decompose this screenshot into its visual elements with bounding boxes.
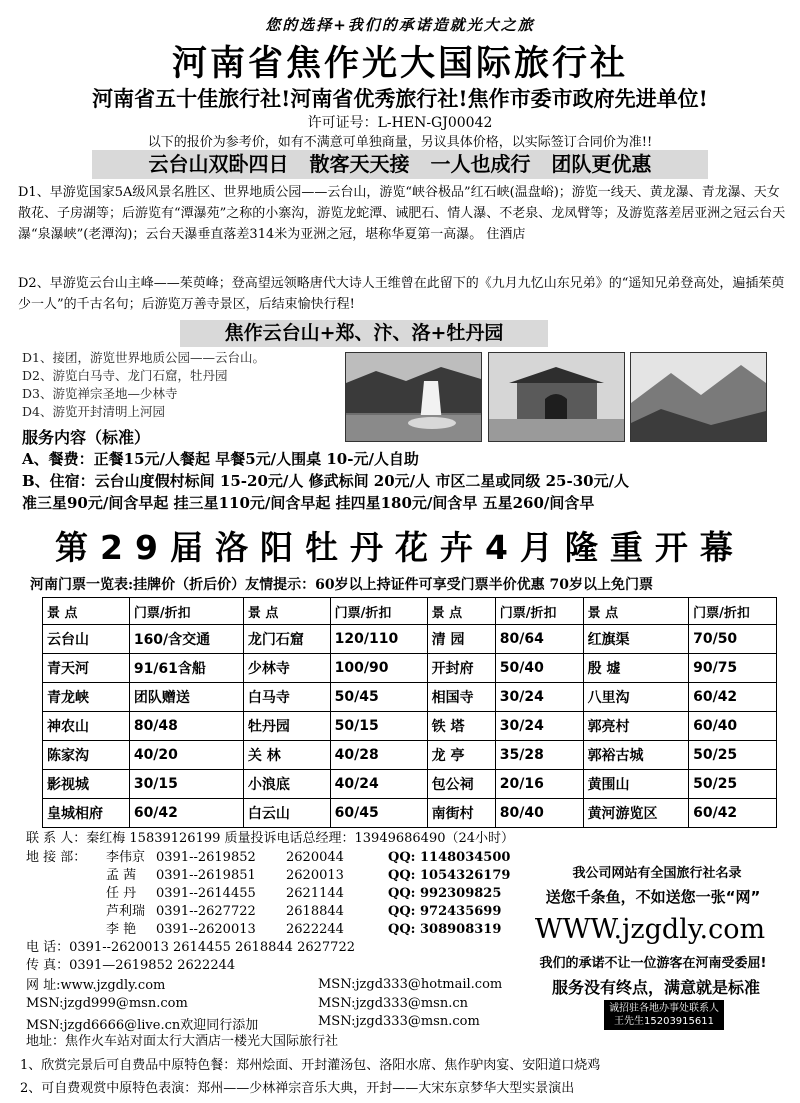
footer-food: 1、欣赏完景后可自费品中原特色餐：郑州烩面、开封灌汤包、洛阳水席、焦作驴肉宴、安阳道口烧鸡 xyxy=(20,1058,601,1073)
promise-line: 我们的承诺不让一位游客在河南受委屈! xyxy=(539,956,767,971)
ticket-spot: 神农山 xyxy=(43,712,130,741)
msn-4[interactable]: MSN:jzgd6666@live.cn欢迎同行添加 xyxy=(26,1018,259,1033)
ticket-price: 91/61含船 xyxy=(129,654,243,683)
ticket-price: 50/15 xyxy=(330,712,427,741)
price-note: 以下的报价为参考价，如有不满意可单独商量，另议具体价格，以实际签订合同价为准!! xyxy=(147,135,653,150)
waterfall-photo xyxy=(345,352,482,442)
receiver-ext: 2620044 xyxy=(286,850,344,865)
ticket-spot: 八里沟 xyxy=(583,683,689,712)
ticket-spot: 郭亮村 xyxy=(583,712,689,741)
ticket-spot: 关 林 xyxy=(243,741,330,770)
ticket-spot: 黄围山 xyxy=(583,770,689,799)
msn-5[interactable]: MSN:jzgd333@msn.com xyxy=(318,1014,480,1029)
ticket-price: 40/20 xyxy=(129,741,243,770)
tour2-day2: D2、游览白马寺、龙门石窟，牡丹园 xyxy=(22,368,228,383)
ticket-spot: 相国寺 xyxy=(427,683,495,712)
tickets-heading: 河南门票一览表:挂牌价（折后价）友情提示：60岁以上持证件可享受门票半价优惠 70岁以上免门票 xyxy=(30,577,654,593)
ticket-price: 60/40 xyxy=(689,712,777,741)
ticket-price: 60/42 xyxy=(129,799,243,828)
ticket-spot: 龙门石窟 xyxy=(243,625,330,654)
ticket-price: 团队赠送 xyxy=(129,683,243,712)
tour1-day2: D2、早游览云台山主峰——茱萸峰；登高望远领略唐代大诗人王维曾在此留下的《九月九忆山东兄弟》的“遥知兄弟登高处，遍插茱萸少一人”的千古名句；后游览万善寺景区，后结束愉快行程! xyxy=(18,276,785,312)
ticket-price: 100/90 xyxy=(330,654,427,683)
directory-note: 我公司网站有全国旅行社名录 xyxy=(572,866,742,881)
ticket-spot: 龙 亭 xyxy=(427,741,495,770)
festival-banner: 第29届洛阳牡丹花卉4月隆重开幕 xyxy=(55,528,745,567)
receiver-qq: QQ: 308908319 xyxy=(388,922,502,937)
receiver-tel: 0391--2614455 xyxy=(156,886,256,901)
ticket-price: 50/40 xyxy=(495,654,583,683)
receiver-tel: 0391--2619852 xyxy=(156,850,256,865)
ticket-spot: 红旗渠 xyxy=(583,625,689,654)
recruit-line-1: 诚招驻各地办事处联系人 xyxy=(609,1003,719,1014)
recruit-line-2: 王先生15203915611 xyxy=(614,1016,714,1027)
ticket-price: 35/28 xyxy=(495,741,583,770)
ticket-spot: 白云山 xyxy=(243,799,330,828)
agency-title: 河南省焦作光大国际旅行社 xyxy=(171,44,628,84)
website-url[interactable]: WWW.jzgdly.com xyxy=(534,914,766,945)
receivers-label: 地 接 部： xyxy=(26,850,87,865)
receiver-tel: 0391--2620013 xyxy=(156,922,256,937)
service-heading: 服务内容（标准） xyxy=(22,428,151,447)
receiver-ext: 2622244 xyxy=(286,922,344,937)
receiver-tel: 0391--2619851 xyxy=(156,868,256,883)
ticket-price: 120/110 xyxy=(330,625,427,654)
col-price: 门票/折扣 xyxy=(689,598,777,625)
ticket-price: 70/50 xyxy=(689,625,777,654)
ticket-price: 30/15 xyxy=(129,770,243,799)
receiver-ext: 2618844 xyxy=(286,904,344,919)
receiver-name: 芦利瑞 xyxy=(106,904,146,919)
col-price: 门票/折扣 xyxy=(129,598,243,625)
table-row xyxy=(43,625,777,654)
motto-line: 服务没有终点，满意就是标准 xyxy=(551,978,760,997)
ticket-spot: 小浪底 xyxy=(243,770,330,799)
ticket-header-row xyxy=(43,598,777,625)
table-row xyxy=(43,741,777,770)
ticket-price: 50/25 xyxy=(689,770,777,799)
ticket-price: 20/16 xyxy=(495,770,583,799)
ticket-price: 50/25 xyxy=(689,741,777,770)
ticket-price: 60/42 xyxy=(689,683,777,712)
col-price: 门票/折扣 xyxy=(495,598,583,625)
temple-gate-photo xyxy=(488,352,625,442)
ticket-spot: 陈家沟 xyxy=(43,741,130,770)
receiver-qq: QQ: 992309825 xyxy=(388,886,502,901)
slogan: 您的选择+我们的承诺造就光大之旅 xyxy=(265,16,535,34)
ticket-spot: 殷 墟 xyxy=(583,654,689,683)
receiver-name: 李 艳 xyxy=(106,922,137,937)
phone-line: 电 话：0391--2620013 2614455 2618844 2627722 xyxy=(26,940,355,955)
receiver-name: 孟 茜 xyxy=(106,868,137,883)
table-row xyxy=(43,683,777,712)
ticket-spot: 云台山 xyxy=(43,625,130,654)
net-slogan: 送您千条鱼，不如送您一张“网” xyxy=(545,888,761,906)
ticket-price: 90/75 xyxy=(689,654,777,683)
col-spot: 景 点 xyxy=(583,598,689,625)
mountain-photo xyxy=(630,352,767,442)
ticket-spot: 开封府 xyxy=(427,654,495,683)
receiver-name: 李伟京 xyxy=(106,850,146,865)
ticket-price: 40/28 xyxy=(330,741,427,770)
ticket-spot: 清 园 xyxy=(427,625,495,654)
table-row xyxy=(43,799,777,828)
table-row xyxy=(43,770,777,799)
tour1-day1: D1、早游览国家5A级风景名胜区、世界地质公园——云台山，游览“峡谷极品”红石峡(温盘峪)；游览一线天、黄龙瀑、青龙瀑、天女散花、子房湖等；后游览有“潭瀑苑”之称的小寨沟，游览龙蛇潭、诫肥石、情人瀑、不老泉、龙凤臂等；及游览落差居亚洲之冠云台天瀑“泉瀑峡”(老潭沟)；云台天瀑垂直落差314米为亚洲之冠，堪称华夏第一高瀑。 住酒店 xyxy=(18,185,786,242)
col-spot: 景 点 xyxy=(243,598,330,625)
fax-line: 传 真：0391—2619852 2622244 xyxy=(26,958,236,973)
receiver-qq: QQ: 1148034500 xyxy=(388,850,511,865)
honors-line: 河南省五十佳旅行社!河南省优秀旅行社!焦作市委市政府先进单位! xyxy=(92,86,708,111)
receiver-name: 任 丹 xyxy=(106,886,137,901)
ticket-price: 30/24 xyxy=(495,712,583,741)
ticket-price: 50/45 xyxy=(330,683,427,712)
tour2-banner: 焦作云台山+郑、汴、洛+牡丹园 xyxy=(180,320,548,347)
col-price: 门票/折扣 xyxy=(330,598,427,625)
receiver-ext: 2620013 xyxy=(286,868,344,883)
receiver-ext: 2621144 xyxy=(286,886,344,901)
ticket-spot: 牡丹园 xyxy=(243,712,330,741)
ticket-spot: 少林寺 xyxy=(243,654,330,683)
service-hotel-2: 准三星90元/间含早起 挂三星110元/间含早起 挂四星180元/间含早 五星260/间含早 xyxy=(22,494,595,512)
table-row xyxy=(43,712,777,741)
tour2-day3: D3、游览禅宗圣地—少林寺 xyxy=(22,386,178,401)
ticket-price: 80/64 xyxy=(495,625,583,654)
ticket-spot: 黄河游览区 xyxy=(583,799,689,828)
col-spot: 景 点 xyxy=(43,598,130,625)
license-number: 许可证号：L-HEN-GJ00042 xyxy=(307,115,493,131)
receiver-qq: QQ: 972435699 xyxy=(388,904,502,919)
receiver-tel: 0391--2627722 xyxy=(156,904,256,919)
ticket-spot: 青天河 xyxy=(43,654,130,683)
ticket-spot: 南街村 xyxy=(427,799,495,828)
ticket-price: 80/48 xyxy=(129,712,243,741)
ticket-spot: 包公祠 xyxy=(427,770,495,799)
contact-person: 联 系 人：秦红梅 15839126199 质量投诉电话总经理：13949686490（24小时） xyxy=(26,831,515,846)
ticket-price: 40/24 xyxy=(330,770,427,799)
ticket-price: 160/含交通 xyxy=(129,625,243,654)
ticket-spot: 青龙峡 xyxy=(43,683,130,712)
tour1-banner: 云台山双卧四日 散客天天接 一人也成行 团队更优惠 xyxy=(92,150,708,179)
ticket-price: 80/40 xyxy=(495,799,583,828)
ticket-spot: 影视城 xyxy=(43,770,130,799)
ticket-spot: 皇城相府 xyxy=(43,799,130,828)
service-hotel: B、住宿：云台山度假村标间 15-20元/人 修武标间 20元/人 市区二星或同级 25-30元/人 xyxy=(22,472,630,490)
ticket-price: 60/45 xyxy=(330,799,427,828)
footer-shows: 2、可自费观赏中原特色表演：郑州——少林禅宗音乐大典，开封——大宋东京梦华大型实景演出 xyxy=(20,1081,575,1096)
ticket-spot: 郭裕古城 xyxy=(583,741,689,770)
ticket-spot: 铁 塔 xyxy=(427,712,495,741)
service-meal: A、餐费：正餐15元/人餐起 早餐5元/人围桌 10-元/人自助 xyxy=(22,450,419,468)
msn-1[interactable]: MSN:jzgd333@hotmail.com xyxy=(318,977,503,992)
ticket-spot: 白马寺 xyxy=(243,683,330,712)
table-row xyxy=(43,654,777,683)
recruit-stamp xyxy=(604,1000,724,1030)
msn-2[interactable]: MSN:jzgd999@msn.com xyxy=(26,996,188,1011)
col-spot: 景 点 xyxy=(427,598,495,625)
address: 地址：焦作火车站对面太行大酒店一楼光大国际旅行社 xyxy=(26,1034,339,1049)
tour2-day1: D1、接团，游览世界地质公园——云台山。 xyxy=(22,350,265,365)
ticket-price: 60/42 xyxy=(689,799,777,828)
receiver-qq: QQ: 1054326179 xyxy=(388,868,511,883)
website-link[interactable]: 网 址:www.jzgdly.com xyxy=(26,978,166,993)
tour2-day4: D4、游览开封清明上河园 xyxy=(22,404,165,419)
ticket-table xyxy=(42,597,777,828)
msn-3[interactable]: MSN:jzgd333@msn.cn xyxy=(318,996,469,1011)
ticket-price: 30/24 xyxy=(495,683,583,712)
